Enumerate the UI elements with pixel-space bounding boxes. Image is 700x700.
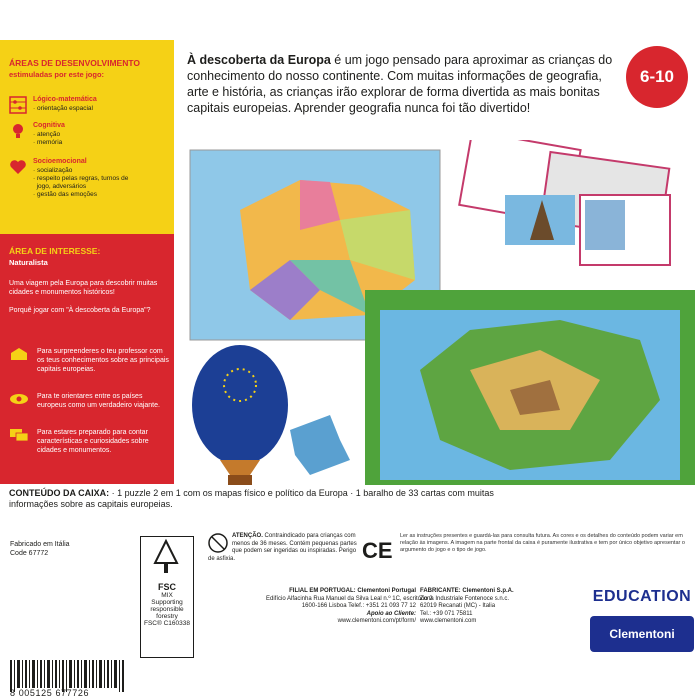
safety-warning [208, 533, 358, 563]
support-label: Apoio ao Cliente: [366, 610, 416, 617]
warning-text: Contraindicado para crianças com menos de 36 meses. Contém pequenas partes que podem ser ingeridas ou inspiradas. Perigo de asfixia. [208, 533, 357, 562]
balloon-illustration [192, 345, 288, 465]
interest-subtitle: Naturalista [9, 258, 48, 267]
warning-heading: ATENÇÃO. [232, 533, 263, 539]
instructions-note: Ler as instruções presentes e guardá-las para consulta futura. As cores e os detalhes do conteúdo podem variar em relação às imagens. A imagem na parte frontal da caixa é puramente ilustrativa e tem por único objetivo apresentar o argumento do jogo e o tipo de jogo. [400, 533, 685, 553]
reason-teacher [9, 347, 169, 387]
reason-curiosities [9, 428, 169, 468]
interest-description: Uma viagem pela Europa para descobrir muitas cidades e monumentos históricos! [9, 280, 158, 296]
branch-address: Edifício Alfacinha Rua Manuel da Silva Leal n.º 1C, escritório 2 1600-166 Lisboa Telef.: +351 21 093 77 12 [266, 595, 433, 609]
product-illustration [180, 140, 700, 485]
eye-icon [9, 392, 29, 406]
fsc-code: FSC® C160338 [144, 620, 190, 627]
area-cognitiva [9, 122, 169, 162]
education-logo: EDUCATION [592, 588, 692, 605]
area-socioemocional [9, 158, 169, 198]
ce-mark: CE [362, 538, 393, 563]
interest-question: Porquê jogar com "À descoberta da Europa"? [9, 307, 151, 314]
area-logico-items: · orientação espacial [33, 105, 93, 112]
tree-icon [141, 537, 191, 577]
barcode-number: 8 005125 677726 [10, 688, 90, 698]
manufacturer [420, 588, 570, 626]
areas-subtitle: estimuladas por este jogo: [9, 70, 105, 79]
fsc-label: FSC [158, 582, 176, 592]
reason-curiosities-text: Para estares preparado para contar características e curiosidades sobre cidades e monumentos. [37, 429, 149, 454]
box-contents [9, 488, 529, 510]
reason-orientation-text: Para te orientares entre os países europeus como um verdadeiro viajante. [37, 393, 160, 409]
chat-icon [9, 428, 29, 442]
fsc-logo [140, 536, 194, 658]
area-socioemocional-name: Socioemocional [33, 158, 87, 165]
age-badge: 6-10 [626, 46, 688, 108]
support-url: www.clementoni.com/pt/form/ [337, 618, 416, 624]
age-warning-icon [208, 533, 228, 553]
reason-teacher-text: Para surpreenderes o teu professor com os teus conhecimentos sobre as principais capitais europeias. [37, 348, 169, 373]
fsc-caption: Supporting responsible forestry [150, 599, 184, 620]
areas-title: ÁREAS DE DESENVOLVIMENTO [9, 58, 140, 68]
made-in-code: Fabricado em Itália Code 67772 [10, 541, 70, 557]
manufacturer-title: FABRICANTE: Clementoni S.p.A. [420, 588, 514, 594]
manufacturer-url: www.clementoni.com [420, 618, 477, 624]
intro-title: À descoberta da Europa [187, 53, 331, 67]
manufacturer-address: Zona Industriale Fontenoce s.n.c. 62019 Recanati (MC) - Italia Tel.: +39 071 75811 [420, 595, 510, 617]
area-logico-name: Lógico-matemática [33, 96, 97, 103]
contents-text: · 1 puzzle 2 em 1 com os mapas físico e político da Europa · 1 baralho de 33 cartas com muitas informações sobre as capitais europeias. [9, 488, 494, 509]
contents-heading: CONTEÚDO DA CAIXA: [9, 488, 110, 498]
intro-text [187, 52, 617, 116]
portugal-branch [266, 588, 433, 626]
branch-title: FILIAL EM PORTUGAL: Clementoni Portugal [289, 588, 416, 594]
fsc-mix: MIX [161, 592, 173, 599]
reason-orientation [9, 392, 169, 432]
area-socioemocional-items: · socialização · respeito pelas regras, turnos de jogo, adversários · gestão das emoções [33, 167, 129, 198]
heart-icon [9, 158, 27, 176]
area-cognitiva-items: · atenção · memória [33, 131, 63, 146]
area-cognitiva-name: Cognitiva [33, 122, 65, 129]
school-icon [9, 347, 29, 361]
abacus-icon [9, 96, 27, 114]
brand-logos [590, 588, 700, 700]
clementoni-logo: Clementoni [590, 616, 694, 652]
bulb-icon [9, 122, 27, 140]
intro-body: é um jogo pensado para aproximar as crianças do conhecimento do nosso continente. Com muitas informações de geografia, arte e história, as crianças irão explorar de forma divertida as mais bonitas capitais europeias. Aprender geografia nunca foi tão divertido! [187, 53, 613, 115]
interest-title: ÁREA DE INTERESSE: [9, 246, 101, 256]
